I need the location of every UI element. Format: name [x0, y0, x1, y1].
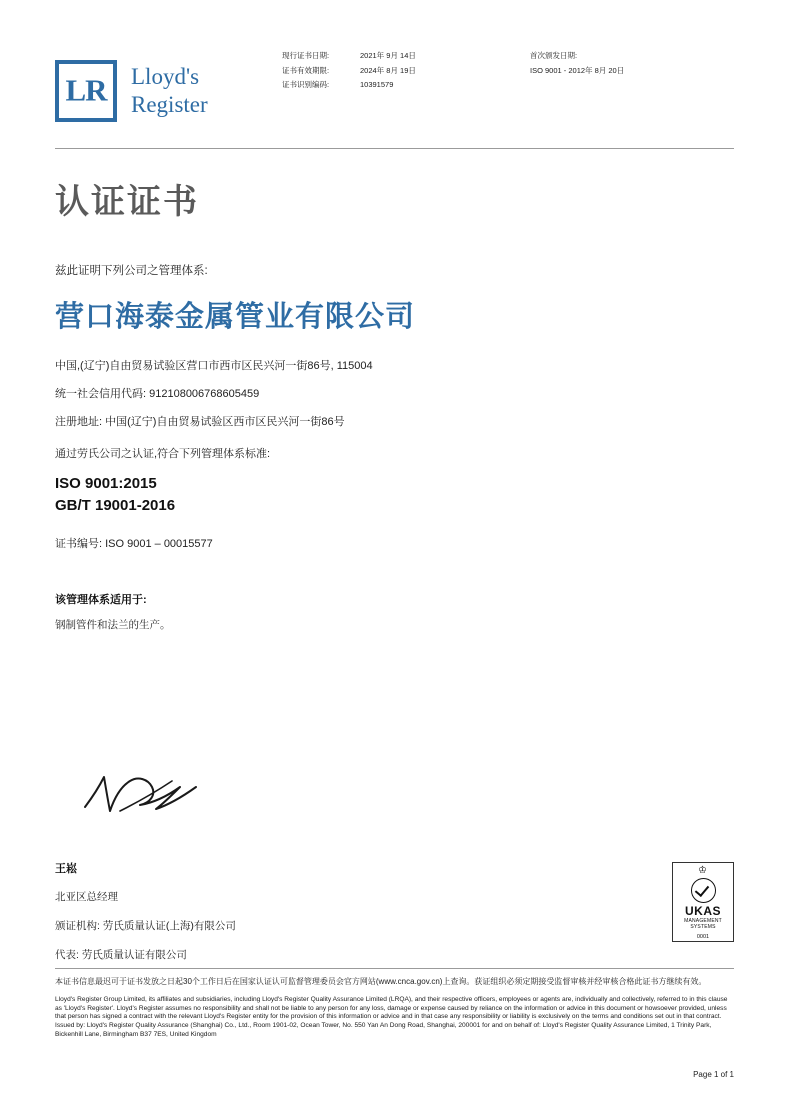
document-footer — [55, 977, 734, 1039]
approval-statement: 通过劳氏公司之认证,符合下列管理体系标准: — [55, 448, 271, 460]
registered-address: 注册地址: 中国(辽宁)自由贸易试验区西市区民兴河一街86号 — [55, 416, 345, 428]
certificate-identity-value: 10391579 — [360, 80, 394, 89]
current-issue-date-label: 现行证书日期: — [282, 51, 330, 60]
expiry-date-label: 证书有效期限: — [282, 65, 330, 75]
lr-monogram-icon — [55, 60, 117, 122]
ukas-sub-line2: SYSTEMS — [690, 924, 716, 930]
credit-code: 统一社会信用代码: 912108006768605459 — [55, 388, 260, 400]
lead-statement: 兹此证明下列公司之管理体系: — [55, 265, 208, 277]
signatory-role: 北亚区总经理 — [55, 891, 118, 903]
original-issue-date-label: 首次颁发日期: — [530, 51, 578, 60]
footer-chinese-note: 本证书信息最迟可于证书发放之日起30个工作日后在国家认证认可监督管理委员会官方网站(www.cnca.gov.cn)上查询。获证组织必须定期接受监督审核并经审核合格此证书方继续有效。 — [55, 977, 707, 986]
meta-row — [530, 67, 624, 75]
header-divider — [55, 148, 734, 149]
ukas-label: UKAS — [684, 904, 721, 918]
page-title: 认证证书 — [55, 183, 199, 221]
standard-iso9001: ISO 9001:2015 — [55, 475, 157, 492]
scope-title: 该管理体系适用于: — [55, 593, 147, 606]
meta-column-right — [530, 52, 624, 81]
scope-text: 钢制管件和法兰的生产。 — [55, 618, 171, 631]
ukas-number: 0001 — [696, 934, 710, 940]
meta-row — [282, 52, 416, 60]
crown-icon: ♔ — [698, 865, 708, 876]
company-name: 营口海泰金属管业有限公司 — [55, 301, 416, 333]
handwritten-signature-icon — [80, 765, 210, 825]
lloyds-register-logo — [55, 60, 208, 122]
lr-monogram-letters: LR — [65, 72, 107, 108]
document-header — [0, 0, 789, 148]
footer-english-disclaimer: Lloyd's Register Group Limited, its affiliates and subsidiaries, including Lloyd's Register Quality Assurance Limited (LRQA), and their respective officers, employees or agents are, individually and collectively, referred to in this clause as 'Lloyd's Register'. Lloyd's Register assumes no responsibility and shall not be liable to any person for any loss, damage or expense caused by reliance on the information or advice in this document or howsoever provided, unless that person has signed a contract with the relevant Lloyd's Register entity for the provision of this information or advice and in that case any responsibility or liability is exclusively on the terms and conditions set out in that contract. — [55, 995, 728, 1021]
original-issue-date-value: ISO 9001 - 2012年 8月 20日 — [530, 65, 625, 75]
meta-row — [282, 81, 416, 89]
signatory-name: 王崧 — [55, 863, 77, 875]
representative: 代表: 劳氏质量认证有限公司 — [55, 949, 187, 961]
ukas-sub-line1: MANAGEMENT — [684, 918, 722, 924]
footer-issued-by: Issued by: Lloyd's Register Quality Assurance (Shanghai) Co., Ltd., Room 1901-02, Ocean Tower, No. 550 Yan An Dong Road, Shanghai, 200001 for and on behalf of: Lloyd's Register Quality Assurance Limited, 1 Trinity Park, Bickenhill Lane, Birmingham B37 7ES, United Kingdom — [55, 1021, 712, 1038]
signatory-block — [55, 860, 615, 962]
meta-column-left — [282, 52, 416, 96]
brand-name — [131, 63, 208, 119]
ukas-accreditation-mark — [672, 862, 734, 942]
meta-row — [530, 52, 624, 60]
certificate-number: 证书编号: ISO 9001 – 00015577 — [55, 537, 213, 550]
issuing-body: 颁证机构: 劳氏质量认证(上海)有限公司 — [55, 920, 236, 932]
expiry-date-value: 2024年 8月 19日 — [360, 65, 416, 75]
checkmark-icon — [691, 878, 716, 903]
brand-name-line2: Register — [131, 92, 208, 117]
company-address: 中国,(辽宁)自由贸易试验区营口市西市区民兴河一街86号, 115004 — [55, 360, 373, 372]
brand-name-line1: Lloyd's — [131, 63, 200, 89]
current-issue-date-value: 2021年 9月 14日 — [360, 51, 416, 60]
standard-gbt19001: GB/T 19001-2016 — [55, 496, 176, 514]
certificate-identity-label: 证书识别编码: — [282, 80, 330, 89]
meta-row — [282, 67, 416, 75]
footer-divider — [55, 968, 734, 969]
page-number: Page 1 of 1 — [693, 1070, 734, 1079]
certificate-body — [55, 262, 734, 632]
